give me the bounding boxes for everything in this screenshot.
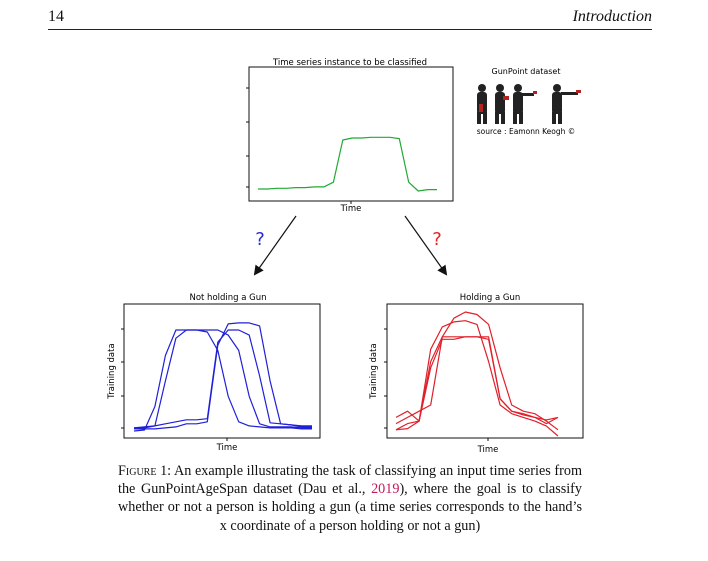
instance-plot-title: Time series instance to be classified [272,58,428,68]
person-figures [477,84,581,124]
question-mark-left: ? [255,229,265,250]
gunpoint-illustration [477,67,581,136]
gun-plot-title: Holding a Gun [459,293,521,303]
gun-plot-ylabel: Training data [369,343,379,399]
instance-line-1 [258,137,437,191]
gun-series [396,312,558,436]
gun-line-3 [396,321,558,436]
person-figure [513,84,537,124]
no-gun-line-2 [134,330,312,431]
citation-link[interactable]: 2019 [371,481,400,498]
no-gun-series [134,323,312,431]
figure-caption [118,462,582,535]
source-credit: source : Eamonn Keogh © [476,127,576,136]
dataset-label: GunPoint dataset [491,67,561,76]
gun-line-4 [396,337,558,430]
gun-plot-ticks [384,329,488,441]
caption-label: Figure 1: [118,463,172,479]
classification-arrows [255,216,446,274]
caption-text-before: An example illustrating the task of classifying an input time series from the GunPointAgeSpan dataset (Dau et al., [118,463,582,498]
no-gun-plot-ylabel: Training data [107,343,117,399]
no-gun-plot-xlabel: Time [216,443,238,453]
question-mark-right: ? [432,229,442,250]
instance-series [258,137,437,191]
person-figure [477,84,487,124]
person-figure [495,84,509,124]
running-head: Introduction [572,8,652,25]
person-figure [552,84,581,124]
no-gun-plot-title: Not holding a Gun [189,293,267,303]
instance-plot [246,58,453,214]
no-gun-plot [107,293,320,453]
caption-text-after: ), where the goal is to classify whether or not a person is holding a gun (a time series corresponds to the hand’s x coordinate of a person holding or not a gun) [118,481,582,534]
instance-plot-frame [249,67,453,201]
gun-plot-xlabel: Time [477,445,499,455]
instance-plot-xlabel: Time [340,204,362,214]
instance-plot-ticks [246,88,351,204]
page-number: 14 [48,8,64,25]
gun-plot [369,293,583,455]
